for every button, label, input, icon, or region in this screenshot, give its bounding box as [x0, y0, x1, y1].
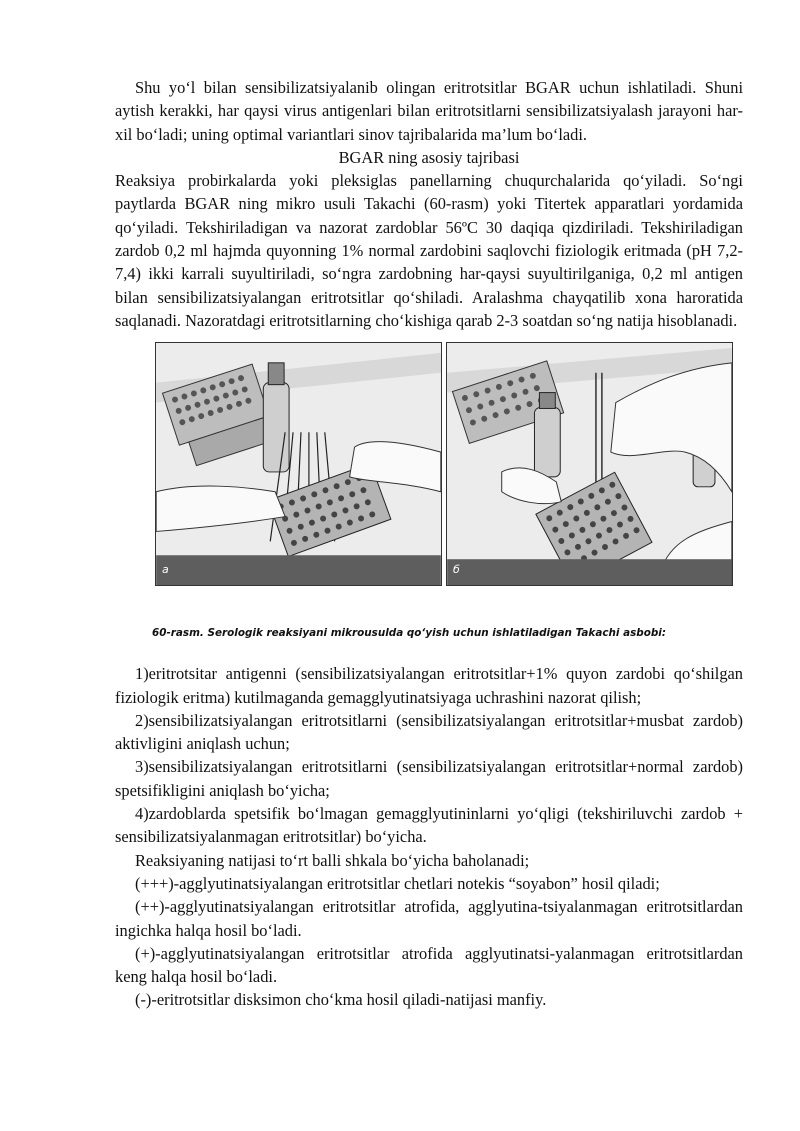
takachi-illustration-a	[156, 343, 441, 585]
list-item: 3)sensibilizatsiyalangan eritrotsitlarni (sensibilizatsiyalangan eritrotsitlar+normal zardob) spetsifikligini aniqlash bo‘yicha;	[115, 757, 743, 800]
intro-paragraph: Shu yo‘l bilan sensibilizatsiyalanib olingan eritrotsitlar BGAR uchun ishlatiladi. Shuni aytish kerakki, har qaysi virus antigenlari bilan eritrotsitlarni sensibilizatsiyalash jarayoni har-xil bo‘ladi; uning optimal variantlari sinov tajribalarida ma’lum bo‘ladi.	[115, 78, 743, 144]
list-item: 4)zardoblarda spetsifik bo‘lmagan gemagglyutininlarni yo‘qligi (tekshiriluvchi zardob + sensibilizatsiyalanmagan eritrotsitlar) bo‘yicha.	[115, 804, 743, 847]
figure-panel-a	[155, 342, 442, 586]
takachi-illustration-b	[447, 343, 732, 585]
figure-60	[155, 342, 733, 586]
list-item: (+++)-agglyutinatsiyalangan eritrotsitlar chetlari notekis “soyabon” hosil qiladi;	[135, 873, 660, 893]
list-item: (+)-agglyutinatsiyalangan eritrotsitlar atrofida agglyutinatsi-yalanmagan eritrotsitlardan keng halqa hosil bo‘ladi.	[115, 943, 743, 987]
figure-caption: 60-rasm. Serologik reaksiyani mikrousulda qo‘yish uchun ishlatiladigan Takachi asbobi:	[151, 627, 667, 640]
panel-a-label: a	[162, 562, 169, 576]
figure-panel-b	[446, 342, 733, 586]
list-item: (++)-agglyutinatsiyalangan eritrotsitlar atrofida, agglyutina-tsiyalanmagan eritrotsitlardan ingichka halqa hosil bo‘ladi.	[115, 897, 743, 940]
method-paragraph: Reaksiya probirkalarda yoki pleksiglas panellarning chuqurchalarida qo‘yiladi. So‘ngi paytlarda BGAR ning mikro usuli Takachi (60-rasm) yoki Titertek apparatlari yordamida qo‘yiladi. Tekshiriladigan va nazorat zardoblar 56ºC 30 daqiqa qizdiriladi. Tekshiriladigan zardob 0,2 ml hajmda quyonning 1% normal zardobini saqlovchi fiziologik eritmada (pH 7,2-7,4) ikki karrali suyultiriladi, so‘ngra zardobning har-qaysi suyultirilganiga, 0,2 ml antigen bilan sensibilizatsiyalangan eritrotsitlar qo‘shiladi. Aralashma chayqatilib xona haroratida saqlanadi. Nazoratdagi eritrotsitlarning cho‘kishiga qarab 2-3 soatdan so‘ng natija hisoblanadi.	[115, 171, 743, 330]
section-heading: BGAR ning asosiy tajribasi	[338, 147, 520, 167]
panel-b-label: б	[453, 562, 460, 576]
list-item: 2)sensibilizatsiyalangan eritrotsitlarni (sensibilizatsiyalangan eritrotsitlar+musbat zardob) aktivligini aniqlash uchun;	[115, 710, 743, 754]
list-item: Reaksiyaning natijasi to‘rt balli shkala bo‘yicha baholanadi;	[135, 850, 530, 870]
control-list	[115, 662, 743, 1011]
list-item: (-)-eritrotsitlar disksimon cho‘kma hosil qiladi-natijasi manfiy.	[135, 990, 547, 1010]
list-item: 1)eritrotsitar antigenni (sensibilizatsiyalangan eritrotsitlar+1% quyon zardobi qo‘shilgan fiziologik eritma) kutilmaganda gemagglyutinatsiyaga uchrashini nazorat qilish;	[115, 664, 743, 707]
document-page	[115, 76, 743, 1012]
